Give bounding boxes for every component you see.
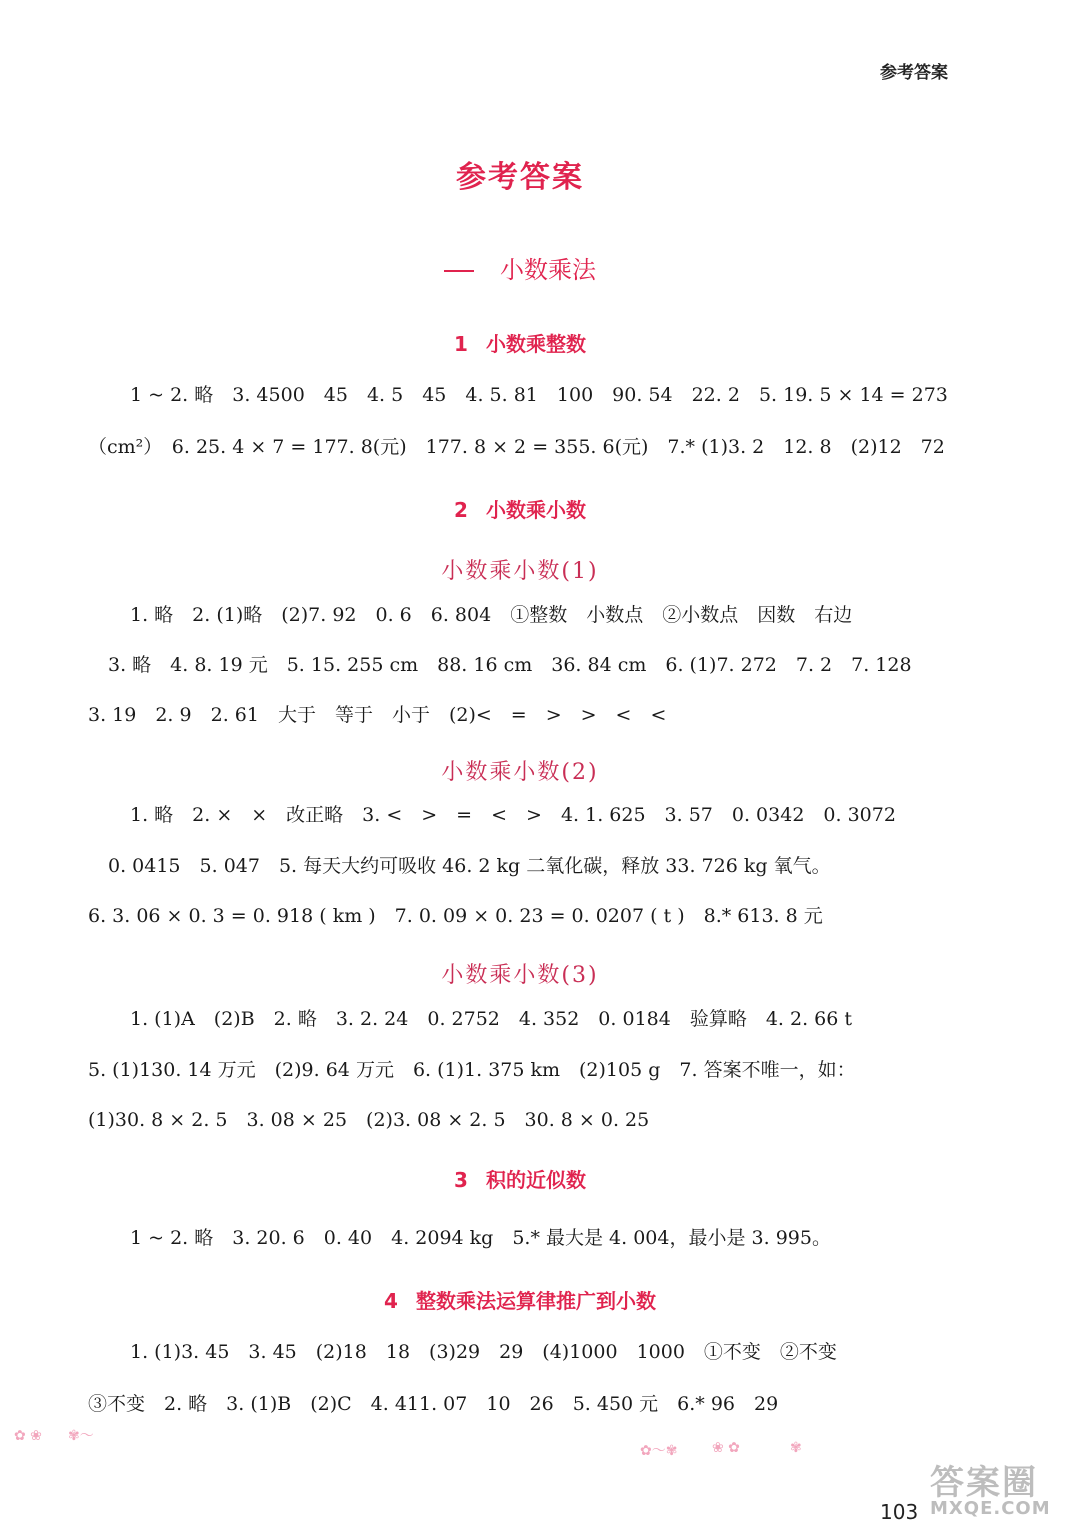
section-number: 2 [454,498,468,522]
page-title: 参考答案 [456,160,584,195]
section-number: 3 [454,1168,468,1192]
chapter-heading [0,250,1040,285]
section-number: 1 [454,332,468,356]
answer-line: 1. 略 2. (1)略 (2)7. 92 0. 6 6. 804 ①整数 小数点 ②小数点 因数 右边 [130,604,853,626]
section-number: 4 [384,1289,398,1313]
section-heading-2 [0,494,1040,523]
answer-line: 1. 略 2. × × 改正略 3. < > = < > 4. 1. 625 3. 57 0. 0342 0. 3072 [130,804,896,826]
section-title: 小数乘小数 [485,498,586,522]
answer-line: 5. (1)130. 14 万元 (2)9. 64 万元 6. (1)1. 375 km (2)105 g 7. 答案不唯一，如： [88,1059,856,1081]
flower-decoration-icon: ✾ [790,1440,802,1456]
flower-decoration-icon: ✾～ [68,1428,94,1444]
flower-decoration-icon: ✿～✾ [640,1443,678,1459]
answer-line: 3. 略 4. 8. 19 元 5. 15. 255 cm 88. 16 cm 36. 84 cm 6. (1)7. 272 7. 2 7. 128 [108,654,912,676]
answer-line: （cm²） 6. 25. 4 × 7 = 177. 8(元) 177. 8 × 2 = 355. 6(元) 7.* (1)3. 2 12. 8 (2)12 72 [88,436,945,458]
subsection-heading: 小数乘小数(3) [441,963,599,988]
chapter-title: 小数乘法 [500,256,596,284]
answer-line: 1 ~ 2. 略 3. 4500 45 4. 5 45 4. 5. 81 100 90. 54 22. 2 5. 19. 5 × 14 = 273 [130,384,948,406]
section-title: 小数乘整数 [485,332,586,356]
section-heading-1 [0,328,1040,357]
answer-line: (1)30. 8 × 2. 5 3. 08 × 25 (2)3. 08 × 2. 5 30. 8 × 0. 25 [88,1109,650,1131]
running-header: 参考答案 [880,63,948,83]
section-heading-4 [0,1285,1040,1314]
answer-line: 1 ~ 2. 略 3. 20. 6 0. 40 4. 2094 kg 5.* 最大是 4. 004，最小是 3. 995。 [130,1227,831,1249]
page-number: 103 [880,1500,919,1524]
watermark-logo [930,1455,1060,1525]
chapter-dash [444,270,474,272]
subsection-heading: 小数乘小数(2) [441,760,599,785]
watermark-text: 答案圈 [930,1463,1038,1503]
flower-decoration-icon: ❀ ✿ [712,1440,740,1456]
flower-decoration-icon: ✿ ❀ [14,1428,42,1444]
answer-line: 0. 0415 5. 047 5. 每天大约可吸收 46. 2 kg 二氧化碳，释放 33. 726 kg 氧气。 [108,855,831,877]
subsection-heading: 小数乘小数(1) [441,559,599,584]
section-title: 积的近似数 [485,1168,586,1192]
answer-line: 6. 3. 06 × 0. 3 = 0. 918 ( km ) 7. 0. 09 × 0. 23 = 0. 0207 ( t ) 8.* 613. 8 元 [88,905,823,927]
answer-line: ③不变 2. 略 3. (1)B (2)C 4. 411. 07 10 26 5. 450 元 6.* 96 29 [88,1393,779,1415]
section-heading-3 [0,1164,1040,1193]
watermark-url: MXQE.COM [930,1498,1051,1519]
answer-line: 1. (1)3. 45 3. 45 (2)18 18 (3)29 29 (4)1000 1000 ①不变 ②不变 [130,1341,837,1363]
section-title: 整数乘法运算律推广到小数 [415,1289,656,1313]
answer-line: 1. (1)A (2)B 2. 略 3. 2. 24 0. 2752 4. 352 0. 0184 验算略 4. 2. 66 t [130,1008,853,1030]
answer-line: 3. 19 2. 9 2. 61 大于 等于 小于 (2)< = > > < < [88,704,667,726]
